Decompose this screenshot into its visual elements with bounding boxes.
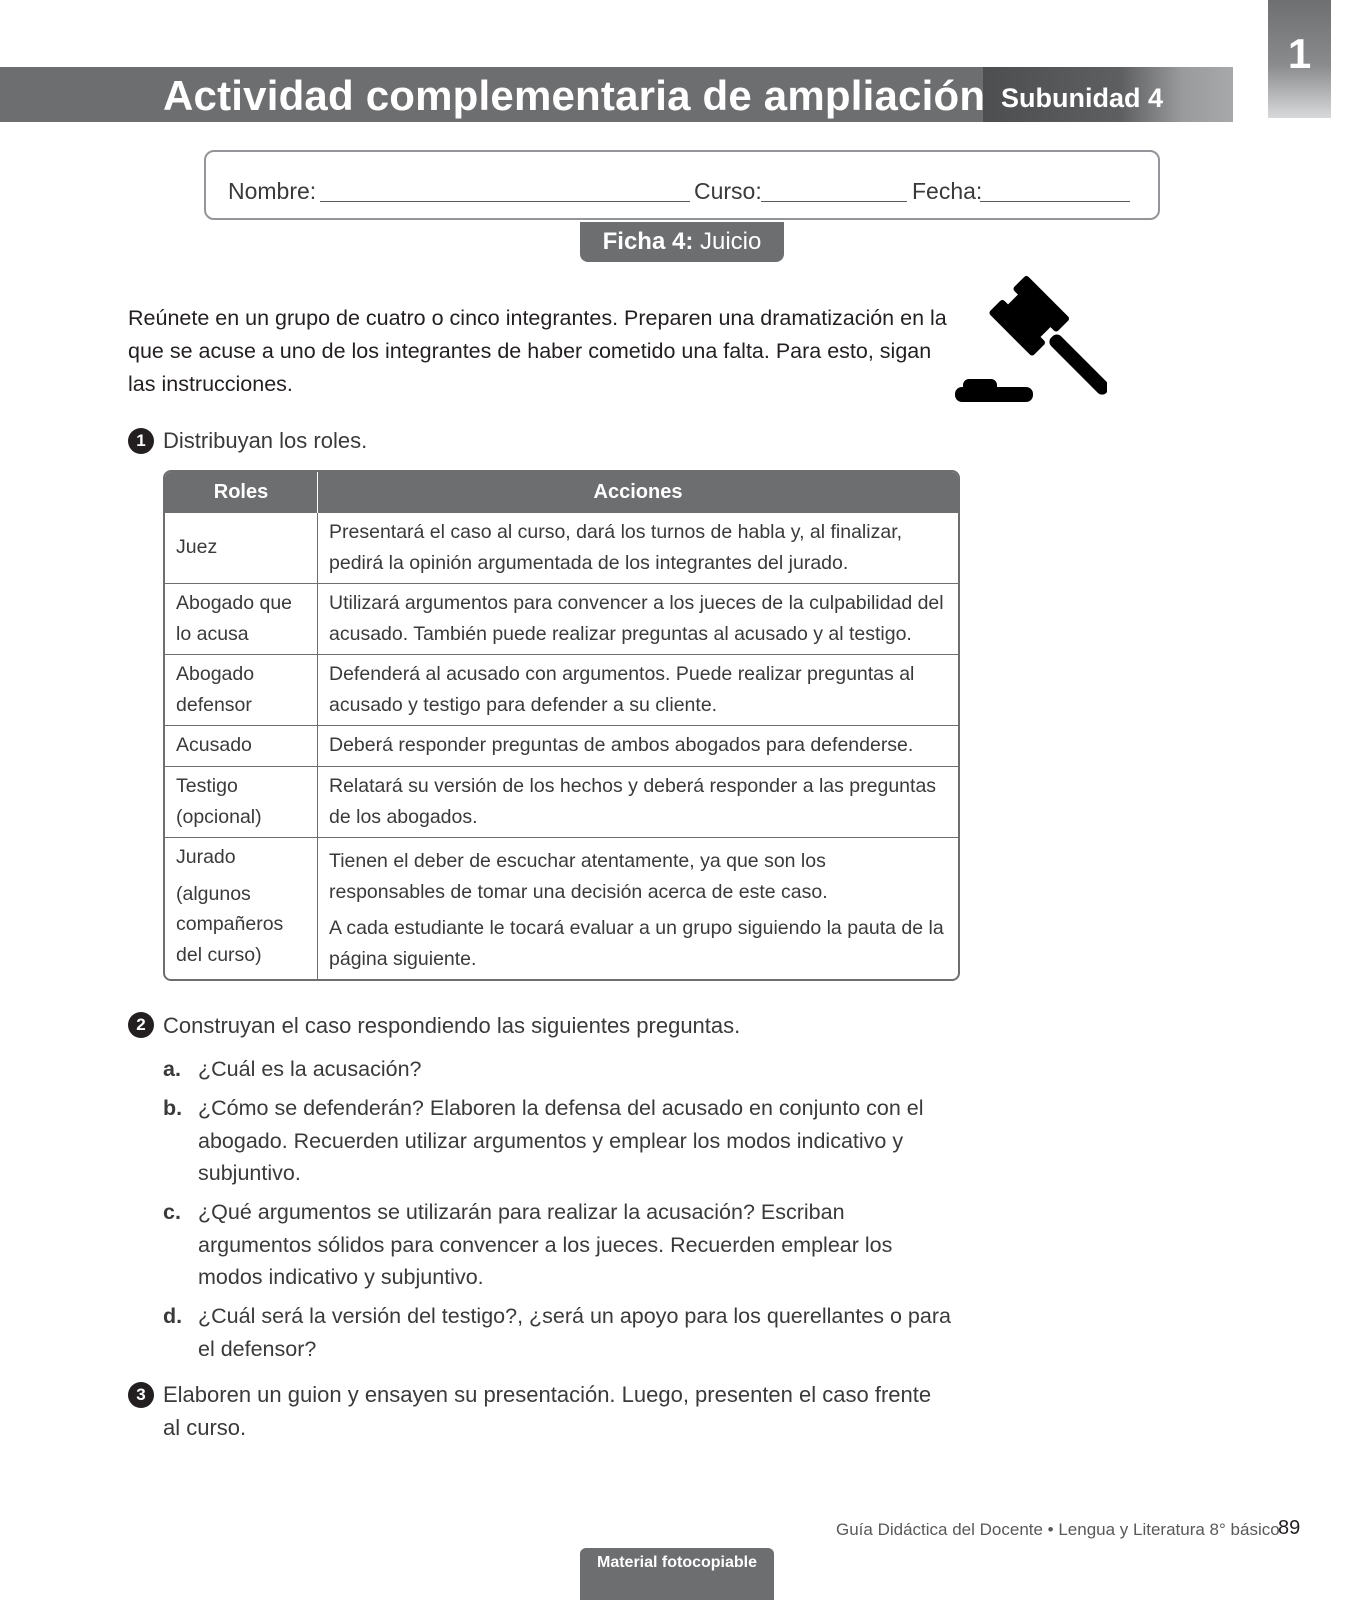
action-cell: Defenderá al acusado con argumentos. Puede realizar preguntas al acusado y testigo para defender a su cliente. [318,655,959,726]
question-a-letter: a. [163,1057,181,1081]
table-row [165,767,958,838]
role-cell: Testigo (opcional) [165,767,318,838]
role-cell: Abogado defensor [165,655,318,726]
name-label: Nombre: [228,178,317,204]
action-cell: Relatará su versión de los hechos y deberá responder a las preguntas de los abogados. [318,767,959,838]
table-header-row [165,472,958,513]
question-d-text: ¿Cuál será la versión del testigo?, ¿será un apoyo para los querellantes o para el defensor? [198,1304,951,1361]
table-row [165,655,958,726]
question-d-letter: d. [163,1304,183,1328]
date-field[interactable] [980,201,1130,202]
role-cell: Juez [165,513,318,584]
table-row [165,726,958,767]
name-field[interactable] [320,201,690,202]
intro-text: Reúnete en un grupo de cuatro o cinco integrantes. Preparen una dramatización en la que se acuse a uno de los integrantes de haber cometido una falta. Para esto, sigan las instrucciones. [128,306,947,396]
table-row [165,838,958,980]
role-cell: Acusado [165,726,318,767]
step-1-badge: 1 [128,428,154,454]
header-actions: Acciones [318,472,959,513]
step-2-text: Construyan el caso respondiendo las siguientes preguntas. [163,1013,741,1038]
action-text-2: A cada estudiante le tocará evaluar a un grupo siguiendo la pauta de la página siguiente. [329,917,944,970]
course-label: Curso: [694,178,762,204]
role-cell [165,838,318,980]
table-row [165,513,958,584]
table-row [165,584,958,655]
question-a-text: ¿Cuál es la acusación? [198,1057,422,1081]
question-c-letter: c. [163,1200,181,1224]
question-c-text: ¿Qué argumentos se utilizarán para realizar la acusación? Escriban argumentos sólidos para convencer a los jueces. Recuerden emplear los modos indicativo y subjuntivo. [198,1200,893,1289]
role-cell: Abogado que lo acusa [165,584,318,655]
roles-table [163,470,960,981]
action-text: Tienen el deber de escuchar atentamente, ya que son los responsables de tomar una decisión acerca de este caso. [329,850,828,903]
worksheet-title: Juicio [700,228,762,255]
header-roles: Roles [165,472,318,513]
subunit-label: Subunidad 4 [1001,83,1163,113]
question-b-text: ¿Cómo se defenderán? Elaboren la defensa del acusado en conjunto con el abogado. Recuerden utilizar argumentos y emplear los modos indicativo y subjuntivo. [198,1096,924,1185]
page-number: 89 [1278,1517,1301,1539]
unit-number: 1 [1287,30,1312,77]
gavel-icon [955,262,1107,407]
question-b-letter: b. [163,1096,183,1120]
step-3-badge: 3 [128,1382,154,1408]
action-cell [318,838,959,980]
step-1-text: Distribuyan los roles. [163,428,368,453]
photocopy-label: Material fotocopiable [580,1548,774,1600]
page-title: Actividad complementaria de ampliación [163,72,986,119]
date-label: Fecha: [912,178,983,204]
step-3-text: Elaboren un guion y ensayen su presentación. Luego, presenten el caso frente al curso. [163,1382,932,1440]
worksheet-label [580,222,784,262]
action-cell: Presentará el caso al curso, dará los turnos de habla y, al finalizar, pedirá la opinión argumentada de los integrantes del jurado. [318,513,959,584]
role-name: Jurado [176,846,236,868]
action-cell: Deberá responder preguntas de ambos abogados para defenderse. [318,726,959,767]
footer-source: Guía Didáctica del Docente • Lengua y Literatura 8° básico [836,1520,1280,1539]
step-2-badge: 2 [128,1012,154,1038]
student-info-box [204,150,1160,220]
course-field[interactable] [761,201,907,202]
role-note: (algunos compañeros del curso) [176,882,284,966]
action-cell: Utilizará argumentos para convencer a los jueces de la culpabilidad del acusado. También puede realizar preguntas al acusado y al testigo. [318,584,959,655]
worksheet-number: Ficha 4: [602,228,694,255]
